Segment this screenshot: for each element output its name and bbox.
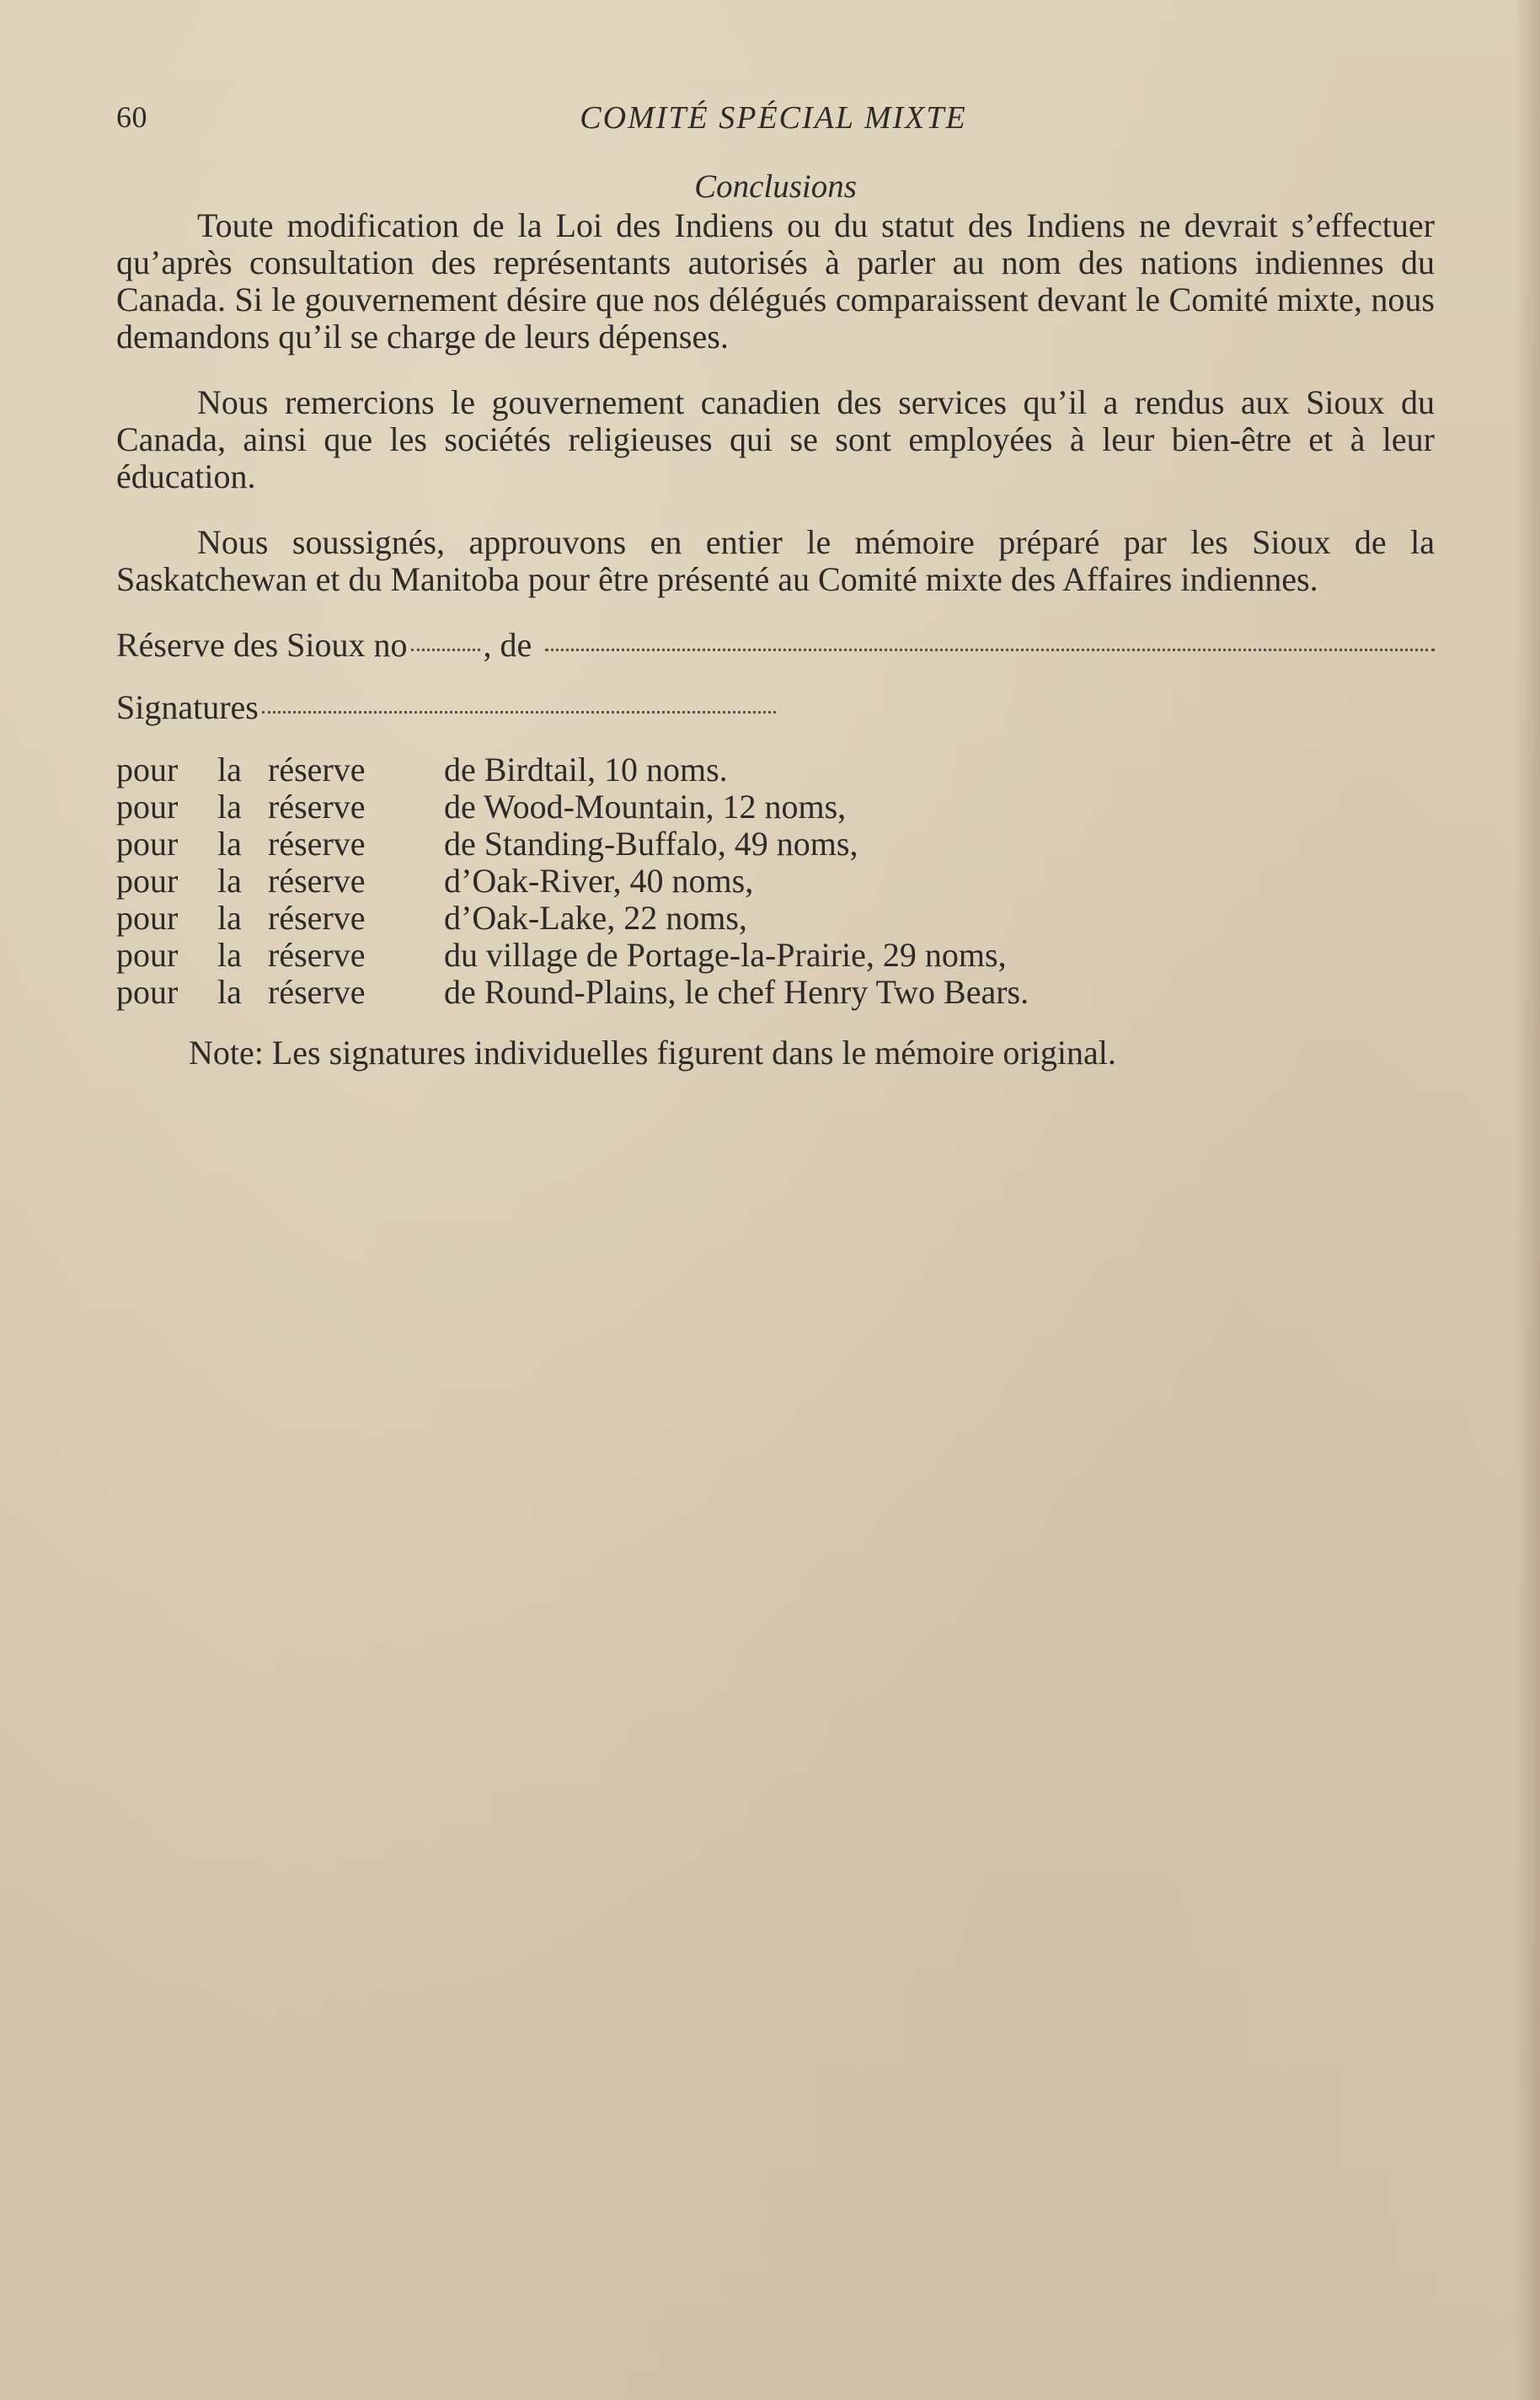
list-item: pour la réserve de Standing-Buffalo, 49 noms, — [116, 825, 858, 863]
reserve-list — [116, 751, 1435, 1011]
running-title: COMITÉ SPÉCIAL MIXTE — [580, 100, 967, 136]
list-item: pour la réserve du village de Portage-la-Prairie, 29 noms, — [116, 936, 1007, 974]
signatures-blank — [262, 711, 776, 714]
reserve-number-blank — [411, 649, 480, 651]
paragraph-thanks: Nous remercions le gouvernement canadien des services qu’il a rendus aux Sioux du Canada, ainsi que les sociétés religieuses qui se sont employées à leur bien-être et à leur éducation. — [116, 383, 1435, 495]
signatures-line — [116, 689, 1435, 726]
de-label: , de — [483, 626, 532, 664]
list-item: pour la réserve de Round-Plains, le chef Henry Two Bears. — [116, 973, 1029, 1011]
place-blank — [545, 649, 1435, 651]
page-body — [116, 168, 1435, 1072]
page-edge-shadow — [1515, 0, 1540, 2400]
list-item: pour la réserve d’Oak-River, 40 noms, — [116, 862, 754, 900]
page-header — [116, 99, 1430, 150]
reserve-number-line — [116, 627, 1435, 664]
signatures-label: Signatures — [116, 688, 259, 726]
section-title: Conclusions — [694, 168, 857, 205]
footnote: Note: Les signatures individuelles figurent dans le mémoire original. — [189, 1034, 1116, 1072]
paragraph-approval: Nous soussignés, approuvons en entier le mémoire préparé par les Sioux de la Saskatchewan et du Manitoba pour être présenté au Comité mixte des Affaires indiennes. — [116, 523, 1435, 598]
list-item: pour la réserve d’Oak-Lake, 22 noms, — [116, 899, 747, 937]
list-item: pour la réserve de Birdtail, 10 noms. — [116, 751, 728, 788]
list-item: pour la réserve de Wood-Mountain, 12 noms, — [116, 788, 847, 826]
reserve-label: Réserve des Sioux no — [116, 626, 408, 664]
paragraph-conclusions: Toute modification de la Loi des Indiens ou du statut des Indiens ne devrait s’effectuer qu’après consultation des représentants autorisés à parler au nom des nations indiennes du Canada. Si le gouvernement désire que nos délégués comparaissent devant le Comité mixte, nous demandons qu’il se charge de leurs dépenses. — [116, 206, 1435, 355]
page-number: 60 — [116, 100, 147, 134]
